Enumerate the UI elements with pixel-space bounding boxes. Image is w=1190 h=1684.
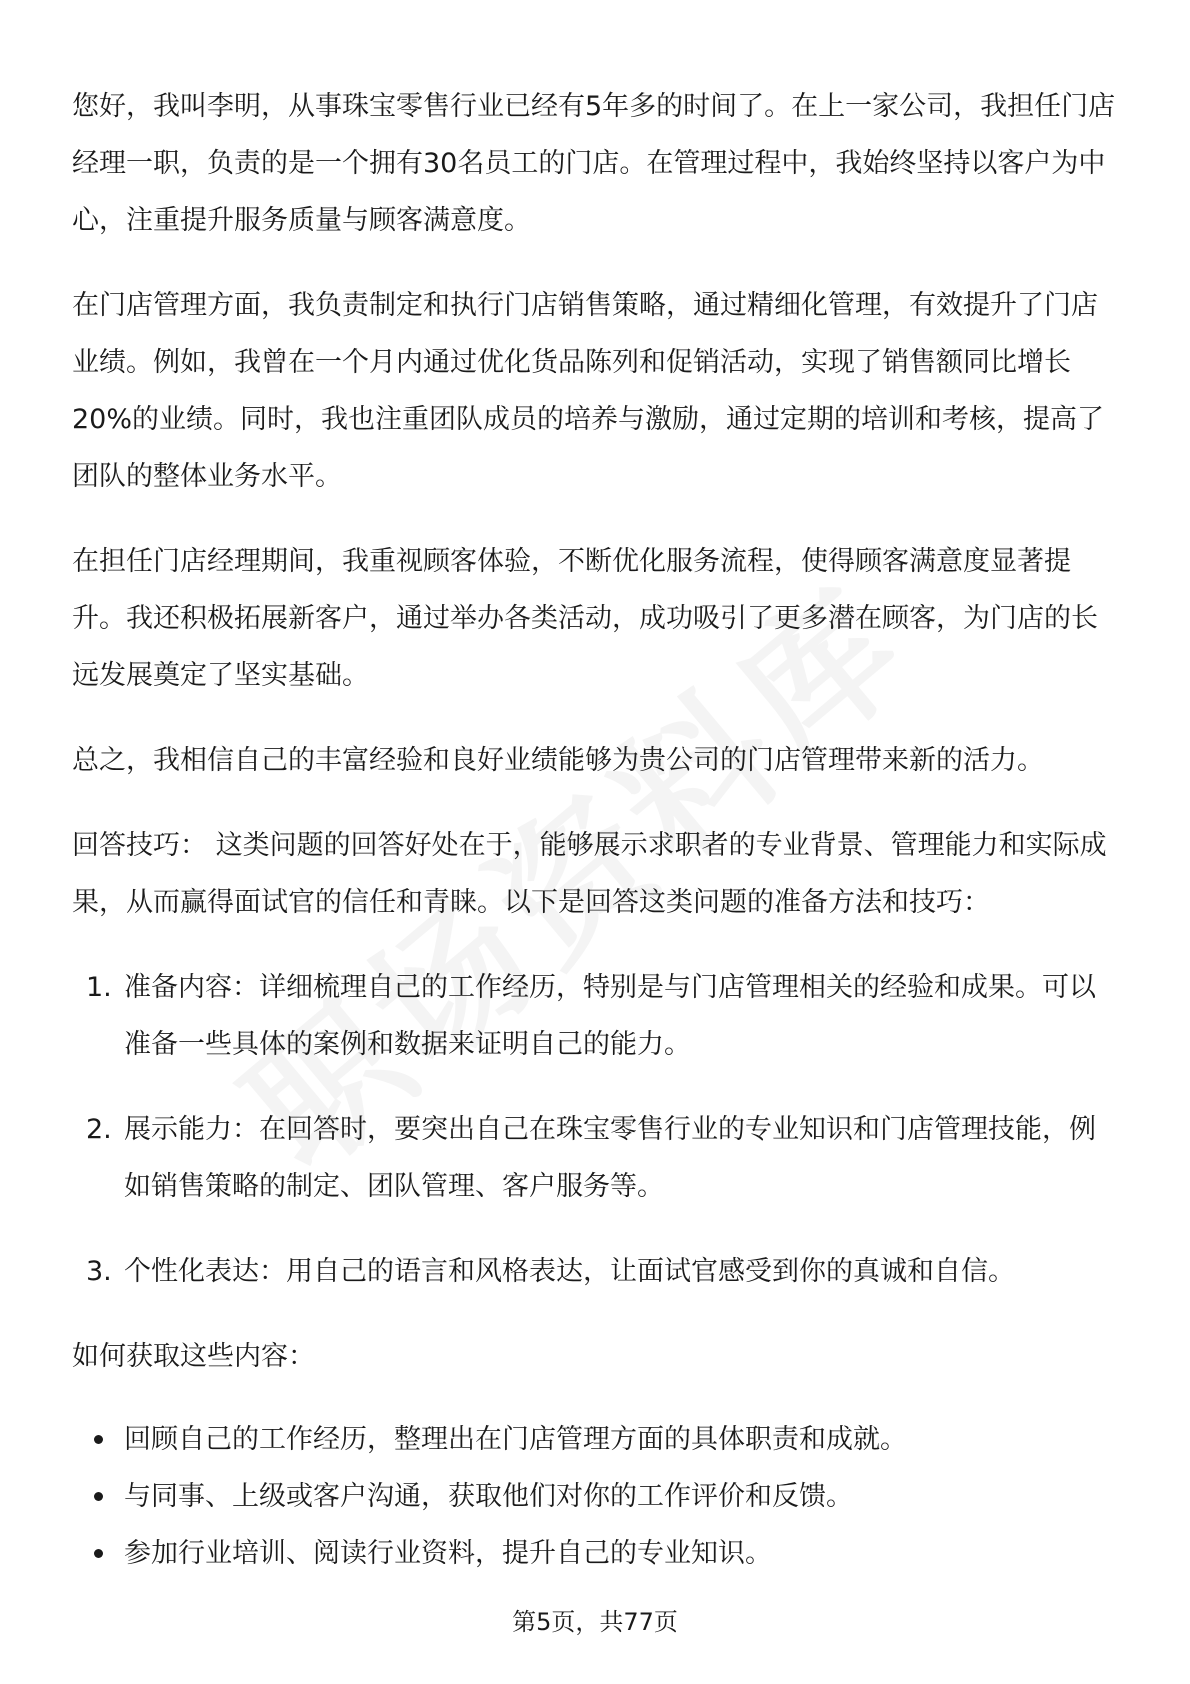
- list-item-text: 展示能力：在回答时，要突出自己在珠宝零售行业的专业知识和门店管理技能，例如销售策略的制定、团队管理、客户服务等。: [124, 1114, 1096, 1202]
- list-item: [72, 1101, 1120, 1215]
- bullet-icon: [94, 1492, 103, 1501]
- list-item: [72, 1468, 1120, 1525]
- list-item-text: 回顾自己的工作经历，整理出在门店管理方面的具体职责和成就。: [124, 1424, 907, 1455]
- bullet-icon: [94, 1549, 103, 1558]
- howto-list: [72, 1411, 1120, 1582]
- paragraph-experience: 在担任门店经理期间，我重视顾客体验，不断优化服务流程，使得顾客满意度显著提升。我还积极拓展新客户，通过举办各类活动，成功吸引了更多潜在顾客，为门店的长远发展奠定了坚实基础。: [72, 546, 1098, 691]
- list-item: [72, 1411, 1120, 1468]
- list-item: [72, 1525, 1120, 1582]
- list-item-text: 准备内容：详细梳理自己的工作经历，特别是与门店管理相关的经验和成果。可以准备一些具体的案例和数据来证明自己的能力。: [124, 972, 1096, 1060]
- list-item-text: 个性化表达：用自己的语言和风格表达，让面试官感受到你的真诚和自信。: [124, 1256, 1015, 1287]
- bullet-icon: [94, 1435, 103, 1444]
- paragraph-intro: 您好，我叫李明，从事珠宝零售行业已经有5年多的时间了。在上一家公司，我担任门店经理一职，负责的是一个拥有30名员工的门店。在管理过程中，我始终坚持以客户为中心，注重提升服务质量与顾客满意度。: [72, 91, 1116, 236]
- list-item-text: 与同事、上级或客户沟通，获取他们对你的工作评价和反馈。: [124, 1481, 853, 1512]
- paragraph-summary: 总之，我相信自己的丰富经验和良好业绩能够为贵公司的门店管理带来新的活力。: [72, 745, 1044, 776]
- list-item: [72, 959, 1120, 1073]
- page-footer: 第5页，共77页: [512, 1608, 678, 1636]
- document-body: [72, 78, 1120, 1582]
- list-number: 2.: [86, 1114, 112, 1145]
- list-item: [72, 1243, 1120, 1300]
- list-item-text: 参加行业培训、阅读行业资料，提升自己的专业知识。: [124, 1538, 772, 1569]
- paragraph-answer-tips: 回答技巧： 这类问题的回答好处在于，能够展示求职者的专业背景、管理能力和实际成果，从而赢得面试官的信任和青睐。以下是回答这类问题的准备方法和技巧：: [72, 830, 1107, 918]
- paragraph-management: 在门店管理方面，我负责制定和执行门店销售策略，通过精细化管理，有效提升了门店业绩。例如，我曾在一个月内通过优化货品陈列和促销活动，实现了销售额同比增长20%的业绩。同时，我也注重团队成员的培养与激励，通过定期的培训和考核，提高了团队的整体业务水平。: [72, 290, 1105, 492]
- list-number: 3.: [86, 1256, 112, 1287]
- howto-heading: 如何获取这些内容：: [72, 1341, 315, 1372]
- tips-list: [72, 959, 1120, 1300]
- list-number: 1.: [86, 972, 112, 1003]
